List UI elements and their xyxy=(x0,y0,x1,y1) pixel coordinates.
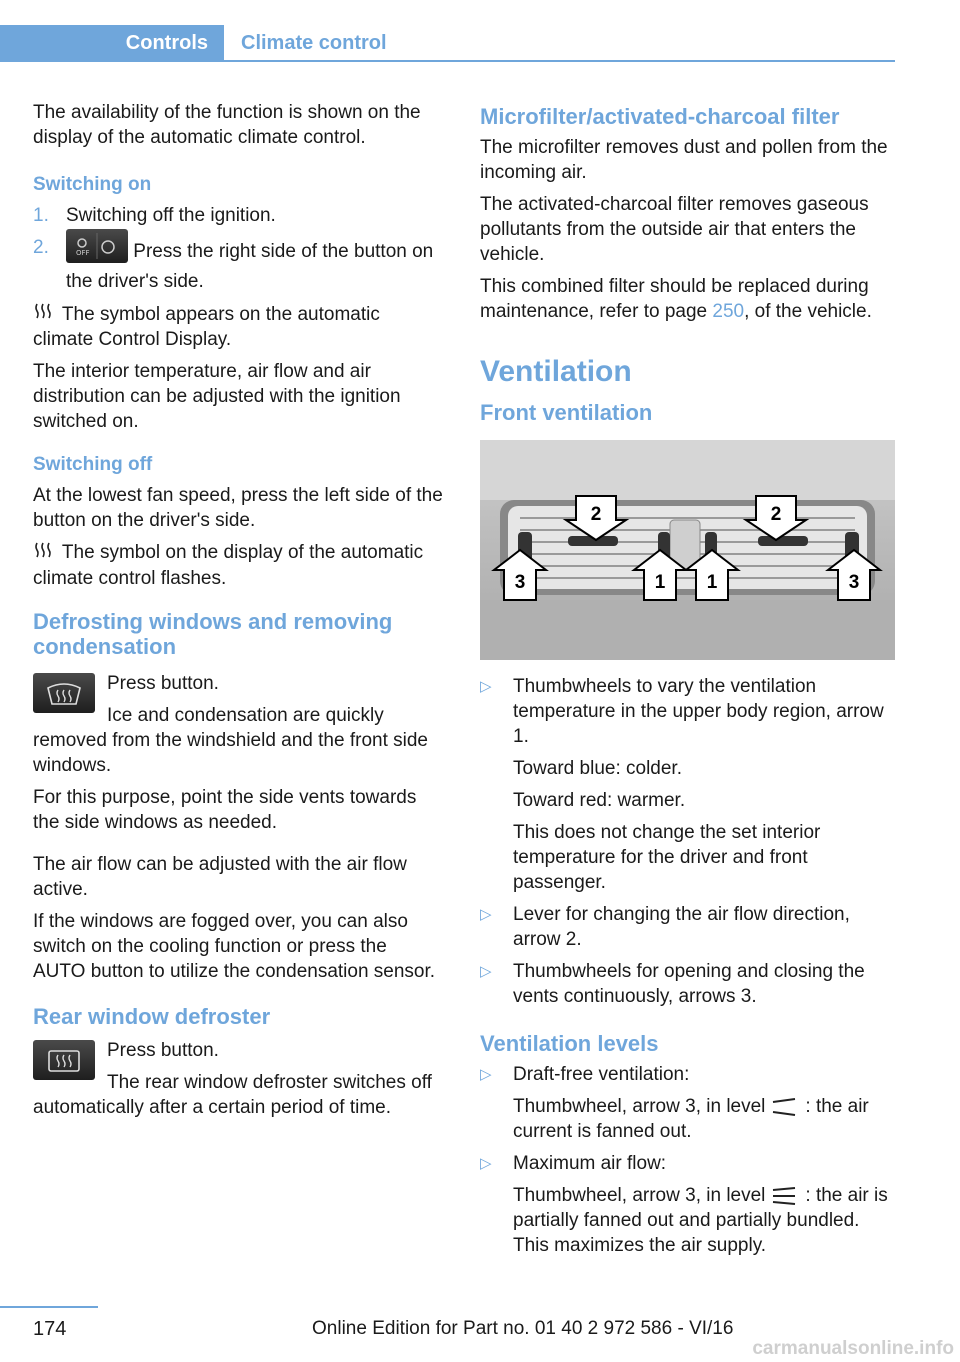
section-tab: Controls xyxy=(0,25,224,62)
defrost-heading: Defrosting windows and removing condensation xyxy=(33,608,393,659)
list-item: ▷ Thumbwheels to vary the ventilation temperature in the upper body region, arrow 1. Toward blue: colder. Toward red: warmer. This does not change the set interior temperature for the driver and front passenger. xyxy=(480,676,884,893)
press-button-text: Press button. xyxy=(107,672,219,694)
bundled-level-icon xyxy=(771,1187,799,1205)
defrost-symbol-icon xyxy=(33,541,57,566)
defrost-text: Ice and condensation are quickly removed from the windshield and the front side windows. xyxy=(33,704,428,776)
list-item xyxy=(33,203,443,228)
windshield-defrost-button-icon xyxy=(33,673,95,713)
symbol-flashes-text: The symbol on the display of the automatic climate control flashes. xyxy=(33,542,424,589)
intro-text: The availability of the function is shown on the display of the automatic climate control. xyxy=(33,102,421,148)
step-text: Press the right side of the button on the driver's side. xyxy=(66,241,434,292)
step-text: Switching off the ignition. xyxy=(66,205,276,226)
rear-defroster-heading: Rear window defroster xyxy=(33,1003,271,1029)
header-rule xyxy=(0,60,895,62)
switching-off-heading: Switching off xyxy=(33,454,153,476)
fogged-text: If the windows are fogged over, you can also switch on the cooling function or press the AUTO button to utilize the condensation sensor. xyxy=(33,910,436,982)
triangle-bullet-icon: ▷ xyxy=(480,906,492,923)
left-column xyxy=(33,100,443,1127)
defrost-purpose-text: For this purpose, point the side vents towards the side windows as needed. xyxy=(33,786,417,833)
defrost-block xyxy=(33,671,443,778)
front-ventilation-heading: Front ventilation xyxy=(480,400,653,425)
page-number: 174 xyxy=(33,1318,67,1340)
arrow-label: 1 xyxy=(654,572,666,593)
list-item: ▷ Draft-free ventilation: Thumbwheel, arrow 3, in level : the air current is fanned out. xyxy=(480,1064,869,1142)
switching-off-text: At the lowest fan speed, press the left side of the button on the driver's side. xyxy=(33,485,443,532)
arrow-label: 3 xyxy=(514,572,526,593)
adjust-text: The interior temperature, air flow and air distribution can be adjusted with the ignition switched on. xyxy=(33,361,401,433)
arrow-label: 2 xyxy=(770,504,782,525)
step-number: 2. xyxy=(33,237,49,258)
list-item: ▷ Thumbwheels for opening and closing the vents continuously, arrows 3. xyxy=(480,961,865,1007)
chapter-tab: Climate control xyxy=(241,32,387,54)
ventilation-levels-heading: Ventilation levels xyxy=(480,1031,659,1056)
defrost-symbol-icon xyxy=(33,302,57,327)
switching-on-heading: Switching on xyxy=(33,174,152,195)
filter-text-1: The microfilter removes dust and pollen from the incoming air. xyxy=(480,137,888,183)
filter-text-2: The activated-charcoal filter removes gaseous pollutants from the outside air that enters the vehicle. xyxy=(480,194,869,265)
triangle-bullet-icon: ▷ xyxy=(480,1066,492,1083)
rear-defroster-text: The rear window defroster switches off automatically after a certain period of time. xyxy=(33,1071,432,1118)
arrow-label: 2 xyxy=(590,504,602,525)
svg-text:OFF: OFF xyxy=(76,249,90,257)
arrow-label: 1 xyxy=(706,572,718,593)
ac-off-fan-button-icon xyxy=(66,229,128,263)
triangle-bullet-icon: ▷ xyxy=(480,1155,492,1172)
triangle-bullet-icon: ▷ xyxy=(480,963,492,980)
page-reference-link[interactable]: 250 xyxy=(712,301,745,322)
fanned-out-level-icon xyxy=(771,1098,799,1116)
edition-text: Online Edition for Part no. 01 40 2 972 586 - VI/16 xyxy=(312,1318,734,1339)
front-vents-photo xyxy=(480,440,895,660)
page-header xyxy=(0,25,895,62)
list-item xyxy=(33,235,443,294)
footer-rule xyxy=(0,1306,98,1308)
airflow-text: The air flow can be adjusted with the air flow active. xyxy=(33,853,407,900)
watermark: carmanualsonline.info xyxy=(752,1338,954,1359)
ventilation-heading: Ventilation xyxy=(480,355,632,388)
list-item: ▷ Lever for changing the air flow direction, arrow 2. xyxy=(480,904,850,950)
rear-press-text: Press button. xyxy=(107,1039,219,1061)
list-item: ▷ Maximum air flow: Thumbwheel, arrow 3, in level : the air is partially fanned out and partially bundled. This maximizes the air supply. xyxy=(480,1153,888,1256)
right-column xyxy=(480,100,898,1265)
filter-text-3: This combined filter should be replaced during maintenance, refer to page 250, of the vehicle. xyxy=(480,276,872,322)
step-number: 1. xyxy=(33,205,49,226)
filter-heading: Microfilter/activated-charcoal filter xyxy=(480,104,840,129)
rear-window-defrost-button-icon xyxy=(33,1040,95,1080)
symbol-appears-text: The symbol appears on the automatic climate Control Display. xyxy=(33,304,380,351)
arrow-label: 3 xyxy=(848,572,860,593)
triangle-bullet-icon: ▷ xyxy=(480,678,492,695)
rear-defroster-block xyxy=(33,1038,443,1120)
